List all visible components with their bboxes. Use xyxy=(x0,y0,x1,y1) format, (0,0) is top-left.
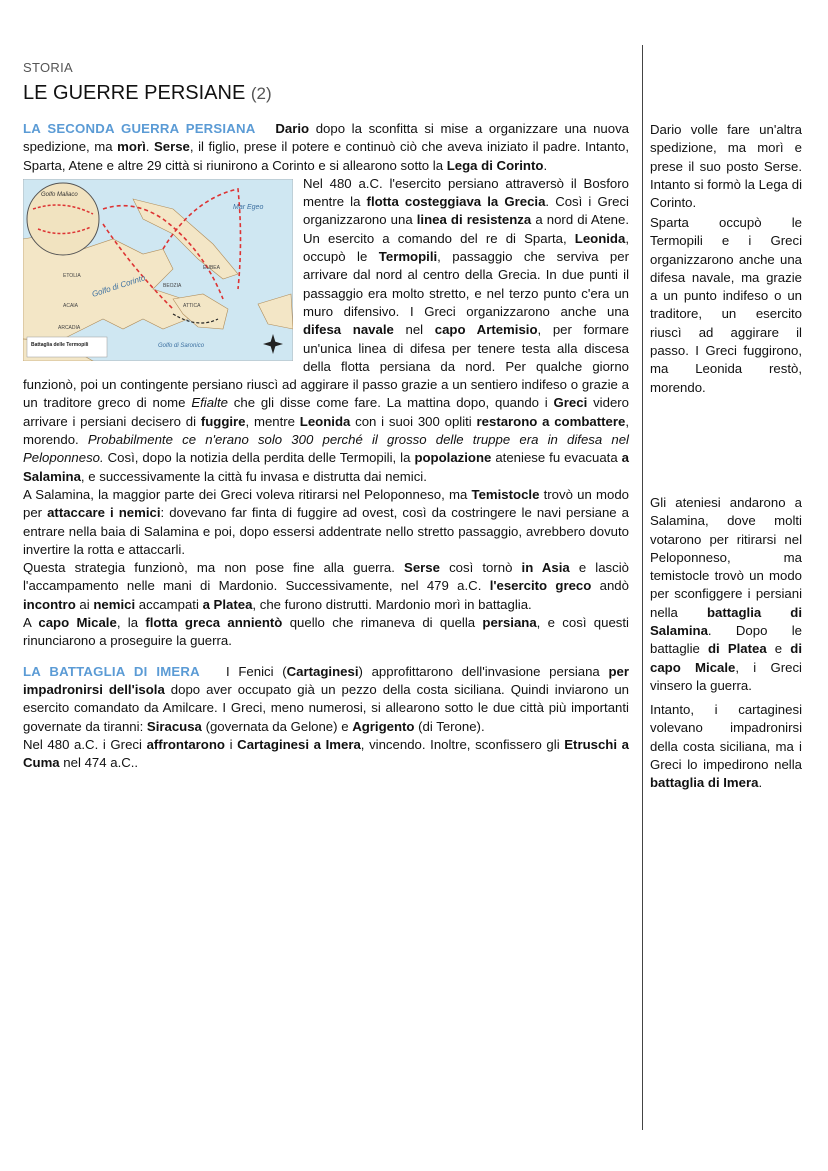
map-label-golfo-maliaco: Golfo Maliaco xyxy=(41,191,78,198)
paragraph-platea: Questa strategia funzionò, ma non pose fine alla guerra. Serse così tornò in Asia e lasciò l'accampamento nelle mani di Mardonio. Successivamente, nel 479 a.C. l'esercito greco andò incontro ai nemici accampati a Platea, che furono distrutti. Mardonio morì in battaglia. xyxy=(23,560,630,612)
title-number: (2) xyxy=(250,84,272,103)
paragraph-intro: LA SECONDA GUERRA PERSIANA Dario dopo la sconfitta si mise a organizzare una nuova spedizione, ma morì. Serse, il figlio, prese il potere e continuò ciò che aveva iniziato il padre. Intanto, Sparta, Atene e altre 29 città si riunirono a Corinto e si allearono sotto la Lega di Corinto. xyxy=(23,121,630,173)
sidebar-note-salamina: Gli ateniesi andarono a Salamina, dove molti votarono per ritirarsi nel Peloponneso, ma temistocle trovò un modo per sconfiggere i persiani nella battaglia di Salamina. Dopo le battaglie di Platea e di capo Micale, i Greci vinsero la guerra. xyxy=(650,495,803,693)
paragraph-salamina: A Salamina, la maggior parte dei Greci voleva ritirarsi nel Peloponneso, ma Temistocle trovò un modo per attaccare i nemici: dovevano far finta di fuggire ad ovest, così da costringere le navi persiane a entrare nella baia di Salamina e poi, dopo essersi addentrate nello stretto passaggio, avrebbero dovuto invertire la rotta e attaccarli. xyxy=(23,486,630,557)
sidebar-note-dario: Dario volle fare un'altra spedizione, ma morì e prese il suo posto Serse. Intanto si formò la Lega di Corinto. xyxy=(650,122,802,211)
column-divider xyxy=(642,45,643,1130)
section-heading-imera: LA BATTAGLIA DI IMERA xyxy=(23,663,200,679)
sidebar-note-termopili: Sparta occupò le Termopili e i Greci organizzarono anche una difesa navale, ma grazie a un punto indifeso o un traditore, un esercito riuscì ad aggirare il passo. I Greci fuggirono, ma Leonida restò, morendo. xyxy=(650,215,802,395)
map-termopili xyxy=(23,179,293,361)
map-label-golfo-saronico: Golfo di Saronico xyxy=(158,342,205,349)
map-label-mar-egeo: Mar Egeo xyxy=(233,203,264,211)
paragraph-imera-2: Nel 480 a.C. i Greci affrontarono i Cartaginesi a Imera, vincendo. Inoltre, sconfissero gli Etruschi a Cuma nel 474 a.C.. xyxy=(23,736,629,771)
section-heading-seconda-guerra: LA SECONDA GUERRA PERSIANA xyxy=(23,121,256,136)
subject-label: STORIA xyxy=(23,60,73,75)
map-label-etolia: ETOLIA xyxy=(63,272,81,279)
paragraph-imera: LA BATTAGLIA DI IMERA I Fenici (Cartaginesi) approfittarono dell'invasione persiana per impadronirsi dell'isola dopo aver occupato già un pezzo della costa siciliana. Quindi inviarono un esercito comandato da Amilcare. I Greci, meno numerosi, si allearono sotto le due città più importanti governate da tiranni: Siracusa (governata da Gelone) e Agrigento (di Terone). xyxy=(23,663,629,734)
paragraph-micale: A capo Micale, la flotta greca annientò quello che rimaneva di quella persiana, e così questi rinunciarono a proseguire la guerra. xyxy=(23,615,629,649)
map-label-attica: ATTICA xyxy=(183,302,201,309)
map-label-beozia: BEOZIA xyxy=(163,282,182,289)
paragraph-termopili: Nel 480 a.C. l'esercito persiano attraversò il Bosforo mentre la flotta costeggiava la Grecia. Così i Greci organizzarono una linea di resistenza a nord di Atene. Un esercito a comando del re di Sparta, Leonida, occupò le Termopili, passaggio che serviva per arrivare dal nord al centro della Grecia. In due punti il passaggio era molto stretto, e nel terzo punto c'era un muro difensivo. I Greci organizzarono anche una difesa navale nel capo Artemisio, per formare un'unica linea di difesa per tenere testa alla discesa della flotta persiana da nord. Per qualche giorno funzionò, poi un contingente persiano riuscì ad aggirare il passo grazie a un sentiero indifeso o grazie a un traditore greco di nome Efialte che gli disse come fare. La mattina dopo, quando i Greci videro arrivare i persiani decisero di fuggire, mentre Leonida con i suoi 300 opliti restarono a combattere, morendo. Probabilmente ce n'erano solo 300 perché il grosso delle truppe era in difesa nel Peloponneso. Così, dopo la notizia della perdita delle Termopili, la popolazione ateniese fu evacuata a Salamina, e successivamente la città fu invasa e distrutta dai nemici. xyxy=(23,175,630,484)
page-title xyxy=(23,82,272,105)
main-column xyxy=(23,120,629,772)
map-label-golfo-corinto: Golfo di Corinto xyxy=(90,273,147,299)
map-label-eubea: EUBEA xyxy=(203,264,220,271)
map-label-acaia: ACAIA xyxy=(63,302,79,309)
sidebar-note-imera: Intanto, i cartaginesi volevano impadronirsi della costa siciliana, ma i Greci lo impedirono nella battaglia di Imera. xyxy=(650,702,802,791)
map-caption: Battaglia delle Termopili xyxy=(31,341,89,348)
title-text: LE GUERRE PERSIANE xyxy=(23,82,246,104)
map-label-arcadia: ARCADIA xyxy=(58,324,81,331)
